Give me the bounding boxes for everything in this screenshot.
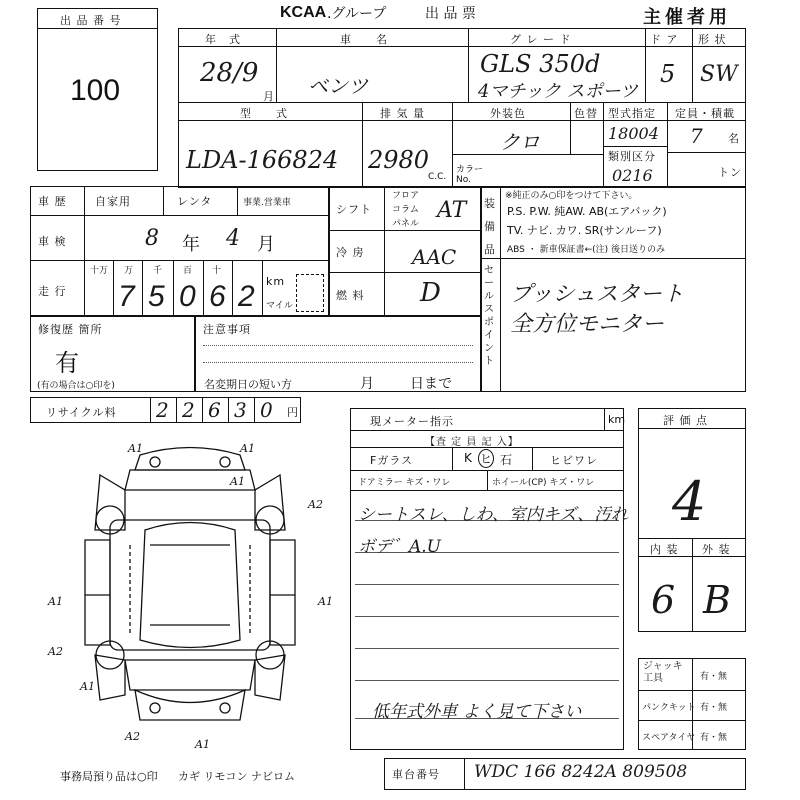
puncture-label: パンクキット [642,703,696,713]
recycle-digit-5: 0 [260,398,273,422]
mileage-digit-3: 0 [179,280,196,313]
interior-label: 内 装 [650,543,679,556]
displacement-value: 2980 [368,146,430,174]
spare-label: スペアタイヤ [642,733,696,743]
notice-dash-line [203,345,473,346]
color-change-label: 色替 [574,107,598,120]
fuel-label: 燃 料 [336,289,365,302]
km-unit: km [266,275,286,288]
model-value: LDA-166824 [186,146,339,174]
sales-point-2: 全方位モニター [510,312,665,337]
history-option-rental: レンタ [177,195,213,208]
mirror-label: ドアミラー キズ・ワレ [358,478,451,488]
shift-option-panel: パネル [392,219,420,229]
fuel-value: D [420,278,441,308]
sales-points-label: セールスポイント [484,265,494,367]
chassis-label: 車台番号 [392,768,440,781]
aircon-label: 冷 房 [336,246,365,259]
inspection-label: 車 検 [38,235,67,248]
damage-mark: A2 [125,730,140,743]
inspection-year: 8 [145,226,159,251]
history-option-commercial: 事業.営業車 [243,198,291,208]
mileage-place-100k: 十万 [90,266,109,276]
capacity-unit: 名 [728,132,740,145]
mileage-digit-4: 6 [209,280,226,313]
mileage-place-1k: 千 [153,266,163,276]
mile-checkbox [296,274,324,312]
color-no-label: カラー No. [456,165,484,185]
car-name-value: ベンツ [308,74,368,98]
capacity-label: 定員・積載 [675,107,735,120]
mileage-digit-1: 7 [118,280,135,313]
designation-value: 18004 [608,124,659,143]
mileage-place-10: 十 [212,266,222,276]
inspector-note-2: ボデ゛A.U [358,537,442,557]
shift-label: シフト [336,203,372,216]
logo: KCAA [280,4,327,21]
damage-mark: A1 [230,475,245,488]
lot-number: 100 [70,74,121,107]
logo-group: .グループ [327,6,387,22]
inspection-year-unit: 年 [182,234,200,255]
puncture-choice: 有・無 [700,703,728,713]
damage-mark: A1 [80,680,95,693]
meter-unit: km [608,413,626,426]
recycle-unit: 円 [287,406,299,419]
body-label: 形 状 [698,33,727,46]
damage-mark: A1 [240,442,255,455]
year-label: 年 式 [205,33,241,46]
crack-label: ヒビワレ [550,454,598,467]
capacity-value: 7 [690,124,703,148]
damage-mark: A2 [48,645,63,658]
year-value: 28/9 [200,58,259,88]
office-note: 事務局預り品は○印 [60,770,158,783]
damage-mark: A1 [48,595,63,608]
month-suffix: 月 [263,90,275,103]
inspector-note-1: シートスレ、しわ、室内キズ、汚れ [358,505,628,525]
equipment-label: 装備品 [484,197,495,256]
shift-value: AT [437,198,467,223]
designation-label: 型式指定 [608,107,656,120]
office-items: カギ リモコン ナビロム [178,770,295,783]
organizer-label: 主催者用 [643,7,731,28]
sales-point-1: プッシュスタート [510,282,685,307]
equipment-line2: TV. ナビ. カワ. SR(サンルーフ) [507,224,662,237]
chip-hi: ヒ [478,449,494,468]
grade-label: グ レ ー ド [510,33,572,46]
note-line [355,584,619,585]
equipment-line3: ABS ・ 新車保証書←(注) 後日送りのみ [507,245,666,255]
shift-option-floor: フロア [392,191,420,201]
note-line [355,648,619,649]
mileage-digit-2: 5 [148,280,165,313]
chip-k: K [464,451,472,465]
notice-dash-line [203,362,473,363]
history-option-private: 自家用 [95,195,131,208]
exterior-color-label: 外装色 [490,107,526,120]
mileage-label: 走 行 [38,285,67,298]
name-change-month: 月 [360,376,374,392]
interior-value: 6 [651,578,676,622]
exterior-color-value: クロ [500,130,540,154]
jack-label: ジャッキ 工具 [643,661,683,684]
inspection-month: 4 [226,226,240,251]
grade-line2: 4マチック スポーツ [478,81,638,102]
exterior-value: B [703,578,731,622]
shift-option-column: コラム [392,205,419,215]
wheel-label: ホイール(CP) キズ・ワレ [492,478,595,488]
damage-mark: A1 [128,442,143,455]
recycle-digit-3: 6 [208,398,221,422]
damage-mark: A1 [318,595,333,608]
name-change-label: 名変期日の短い方 [204,378,292,391]
mileage-digit-5: 2 [238,280,255,313]
doors-label: ド ア [650,33,679,46]
inspector-note-3: 低年式外車 よく見て下さい [372,702,582,722]
rating-score: 4 [672,470,707,533]
note-line [355,616,619,617]
chassis-number: WDC 166 8242A 809508 [474,762,688,782]
recycle-digit-2: 2 [182,398,195,422]
rating-label: 評 価 点 [663,414,708,427]
mileage-place-10k: 万 [124,266,134,276]
damage-mark: A1 [195,738,210,751]
body-value: SW [700,62,738,87]
cc-unit: C.C. [428,172,447,182]
equipment-note: ※純正のみ○印をつけて下さい。 [505,191,638,201]
meter-label: 現メーター指示 [370,415,454,428]
name-change-day: 日まで [410,376,452,392]
grade-line1: GLS 350d [480,50,601,78]
lot-number-label: 出 品 番 号 [60,14,122,27]
fglass-label: Fガラス [370,454,413,467]
recycle-digit-1: 2 [156,398,169,422]
spare-choice: 有・無 [700,733,728,743]
category-value: 0216 [612,166,653,185]
category-label: 類別区分 [608,150,656,163]
inspection-month-unit: 月 [257,234,275,255]
inspector-label: 【査 定 員 記 入】 [425,437,519,448]
history-label: 車 歴 [38,195,67,208]
car-name-label: 車 名 [340,33,388,46]
page-title: 出 品 票 [425,6,476,22]
model-label: 型 式 [240,107,288,120]
displacement-label: 排 気 量 [380,107,425,120]
chip-ishi: 石 [500,453,513,467]
notice-label: 注意事項 [203,323,251,336]
recycle-label: リサイクル料 [46,406,117,419]
mileage-place-100: 百 [183,266,193,276]
exterior-label: 外 装 [702,543,731,556]
jack-choice: 有・無 [700,672,728,682]
aircon-value: AAC [412,245,457,269]
ton-unit: トン [718,166,742,179]
repair-label: 修復歴 箇所 [38,323,103,336]
recycle-digit-4: 3 [234,398,247,422]
note-line [355,680,619,681]
repair-value: 有 [55,349,79,377]
mile-unit: マイル [266,301,293,311]
car-damage-diagram [40,430,340,760]
damage-mark: A2 [308,498,323,511]
equipment-line1: P.S. P.W. 純AW. AB(エアバック) [507,205,667,218]
repair-note: (有の場合は○印を) [37,381,115,391]
doors-value: 5 [660,60,676,88]
